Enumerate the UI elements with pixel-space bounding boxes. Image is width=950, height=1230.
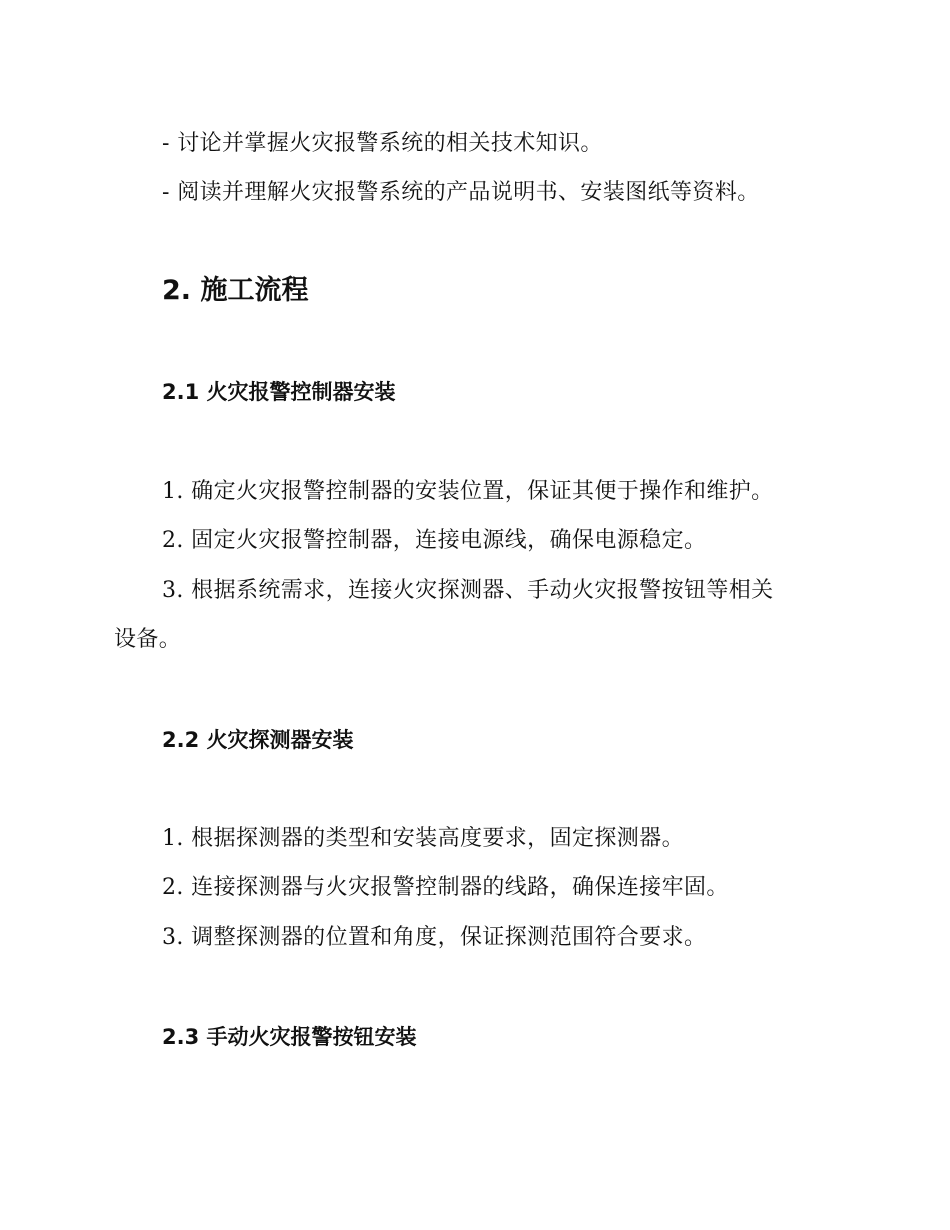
section-heading: 2. 施工流程 [162, 275, 309, 306]
step-item: 2. 连接探测器与火灾报警控制器的线路，确保连接牢固。 [162, 875, 729, 900]
step-item: 3. 调整探测器的位置和角度，保证探测范围符合要求。 [162, 925, 707, 950]
step-item: 3. 根据系统需求，连接火灾探测器、手动火灾报警按钮等相关 [162, 578, 774, 603]
step-item-continuation: 设备。 [114, 627, 182, 652]
step-item: 1. 根据探测器的类型和安装高度要求，固定探测器。 [162, 826, 684, 851]
subsection-heading: 2.3 手动火灾报警按钮安装 [162, 1025, 417, 1049]
intro-bullet: - 讨论并掌握火灾报警系统的相关技术知识。 [162, 131, 603, 156]
subsection-heading: 2.2 火灾探测器安装 [162, 728, 354, 752]
step-item: 1. 确定火灾报警控制器的安装位置，保证其便于操作和维护。 [162, 479, 774, 504]
intro-bullet: - 阅读并理解火灾报警系统的产品说明书、安装图纸等资料。 [162, 180, 760, 205]
subsection-heading: 2.1 火灾报警控制器安装 [162, 380, 396, 404]
step-item: 2. 固定火灾报警控制器，连接电源线，确保电源稳定。 [162, 528, 707, 553]
